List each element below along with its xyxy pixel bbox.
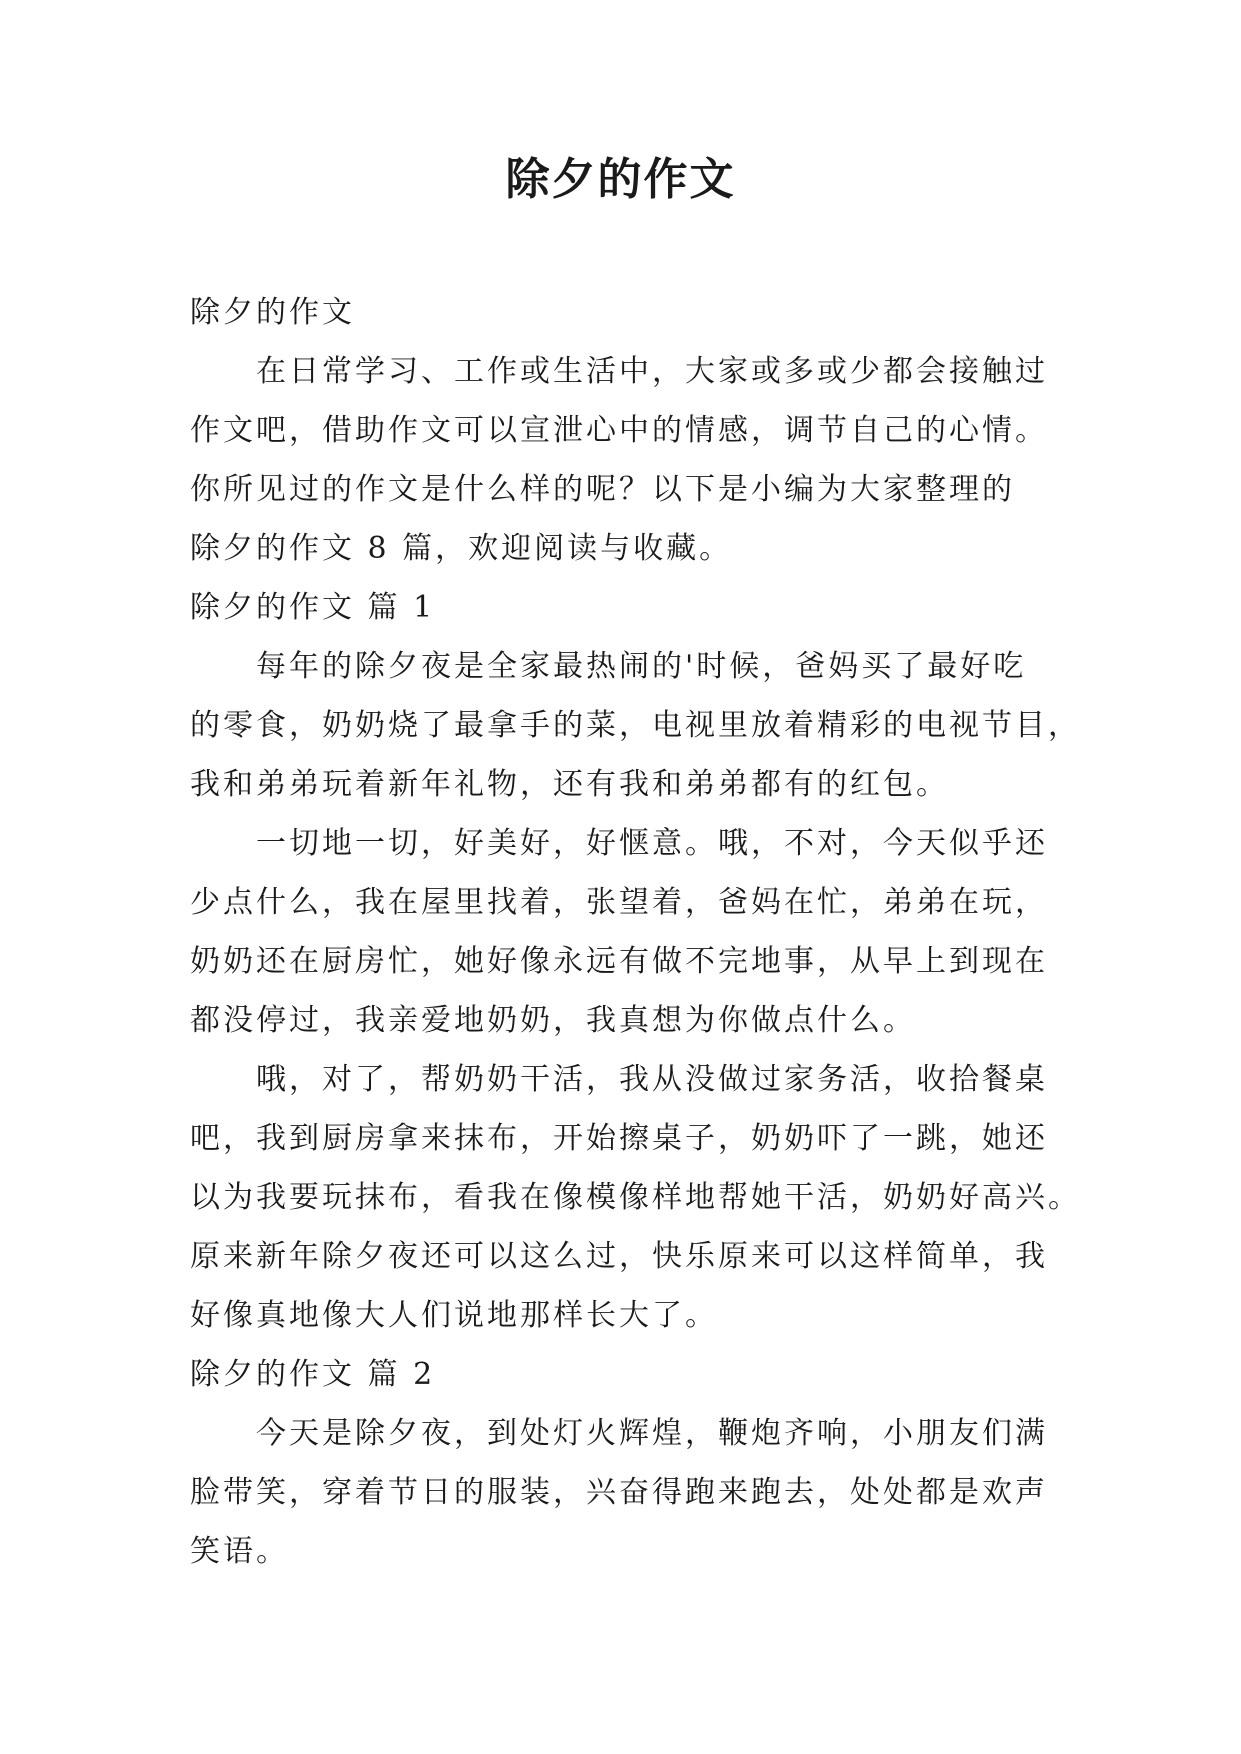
paragraph-line: 一切地一切，好美好，好惬意。哦，不对，今天似乎还 <box>256 826 1048 861</box>
paragraph-line: 作文吧，借助作文可以宣泄心中的情感，调节自己的心情。 <box>190 413 1048 448</box>
paragraph-line: 的零食，奶奶烧了最拿手的菜，电视里放着精彩的电视节目， <box>190 708 1081 743</box>
paragraph-line: 好像真地像大人们说地那样长大了。 <box>190 1298 718 1333</box>
paragraph-line: 都没停过，我亲爱地奶奶，我真想为你做点什么。 <box>190 1003 916 1038</box>
paragraph-line: 脸带笑，穿着节日的服装，兴奋得跑来跑去，处处都是欢声 <box>190 1475 1048 1510</box>
intro-paragraph <box>190 342 1060 578</box>
paragraph-line: 我和弟弟玩着新年礼物，还有我和弟弟都有的红包。 <box>190 767 949 802</box>
paragraph-line: 吧，我到厨房拿来抹布，开始擦桌子，奶奶吓了一跳，她还 <box>190 1121 1048 1156</box>
document-subtitle: 除夕的作文 <box>190 295 355 330</box>
paragraph-line: 奶奶还在厨房忙，她好像永远有做不完地事，从早上到现在 <box>190 944 1048 979</box>
paragraph-line: 你所见过的作文是什么样的呢？以下是小编为大家整理的 <box>190 472 1015 507</box>
section-heading-2: 除夕的作文 篇 2 <box>190 1357 436 1392</box>
page-title: 除夕的作文 <box>505 154 736 205</box>
section-1-paragraph-1 <box>190 637 1081 814</box>
paragraph-line: 以为我要玩抹布，看我在像模像样地帮她干活，奶奶好高兴。 <box>190 1180 1081 1215</box>
section-2-paragraph-1 <box>190 1404 1060 1581</box>
paragraph-line: 今天是除夕夜，到处灯火辉煌，鞭炮齐响，小朋友们满 <box>256 1416 1048 1451</box>
paragraph-line: 每年的除夕夜是全家最热闹的'时候，爸妈买了最好吃 <box>256 649 1027 684</box>
paragraph-line: 哦，对了，帮奶奶干活，我从没做过家务活，收拾餐桌 <box>256 1062 1048 1097</box>
document-body <box>190 283 1081 1581</box>
paragraph-line: 原来新年除夕夜还可以这么过，快乐原来可以这样简单，我 <box>190 1239 1048 1274</box>
section-heading-1: 除夕的作文 篇 1 <box>190 590 436 625</box>
paragraph-line: 笑语。 <box>190 1534 289 1569</box>
paragraph-line: 在日常学习、工作或生活中，大家或多或少都会接触过 <box>256 354 1048 389</box>
section-1-paragraph-3 <box>190 1050 1081 1345</box>
section-1-paragraph-2 <box>190 814 1060 1050</box>
paragraph-line: 除夕的作文 8 篇，欢迎阅读与收藏。 <box>190 531 733 566</box>
paragraph-line: 少点什么，我在屋里找着，张望着，爸妈在忙，弟弟在玩， <box>190 885 1048 920</box>
